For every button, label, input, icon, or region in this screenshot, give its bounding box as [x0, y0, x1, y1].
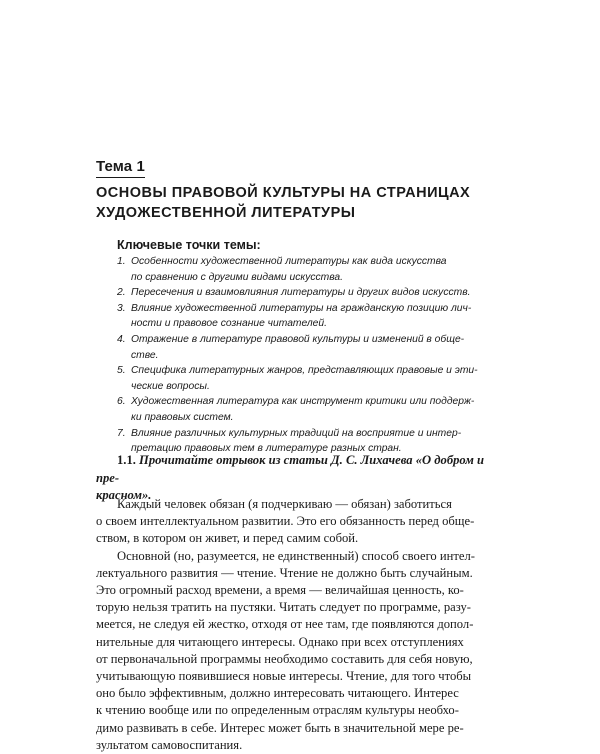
key-point-number: 1.	[117, 256, 126, 267]
key-point-number: 2.	[117, 287, 126, 299]
key-point-number: 5.	[117, 365, 126, 377]
key-point-number: 7.	[117, 427, 126, 439]
key-point-item	[117, 332, 506, 363]
key-point-number: 4.	[117, 333, 126, 345]
topic-title-line-2: ХУДОЖЕСТВЕННОЙ ЛИТЕРАТУРЫ	[96, 205, 356, 221]
key-point-text: Влияние художественной литературы на гражданскую позицию лич- ности и правовое сознание читателей.	[131, 302, 472, 330]
key-point-text: Отражение в литературе правовой культуры и изменений в обще- стве.	[131, 333, 465, 361]
book-page	[96, 0, 506, 750]
excerpt-paragraph: Каждый человек обязан (я подчеркиваю — обязан) заботиться о своем интеллектуальном развитии. Это его обязанность перед обще- ством, в котором он живет, и перед самим собой.	[96, 497, 475, 546]
key-point-item	[117, 363, 506, 394]
key-point-text: Влияние различных культурных традиций на восприятие и интер- претацию правовых тем в литературе разных стран.	[131, 427, 462, 455]
key-point-text: Пересечения и взаимовлияния литературы и других видов искусств.	[131, 287, 471, 299]
topic-title	[96, 183, 506, 223]
key-point-item	[117, 301, 506, 332]
key-point-text: Художественная литература как инструмент критики или поддерж- ки правовых систем.	[131, 396, 475, 423]
excerpt-text	[96, 492, 506, 754]
key-points-list	[117, 254, 506, 457]
key-point-text: Специфика литературных жанров, представляющих правовые и эти- ческие вопросы.	[131, 365, 478, 392]
task-text: Прочитайте отрывок из статьи Д. С. Лихачева «О добром и пре- красном».	[96, 453, 485, 502]
key-point-number: 3.	[117, 302, 126, 314]
task-number: 1.1.	[117, 453, 136, 467]
key-points-heading: Ключевые точки темы:	[117, 238, 261, 252]
key-point-item	[117, 254, 506, 285]
topic-label: Тема 1	[96, 158, 145, 178]
topic-title-line-1: ОСНОВЫ ПРАВОВОЙ КУЛЬТУРЫ НА СТРАНИЦАХ	[96, 185, 471, 201]
key-point-item	[117, 285, 506, 301]
key-point-item	[117, 394, 506, 425]
excerpt-paragraph: Основной (но, разумеется, не единственный) способ своего интел- лектуального развития — чтение. Чтение не должно быть случайным. Это огромный расход времени, а время — величайшая ценность, ко- торую нельзя тратить на пустяки. Читать следует по программе, разу- меется, не следуя ей жестко, отходя от нее там, где появляются допол- нительные для читающего интересы. Однако при всех отступлениях от первоначальной программы необходимо составить для себя новую, учитывающую появившиеся новые интересы. Чтение, для того чтобы оно было эффективным, должно интересовать читающего. Интерес к чтению вообще или по определенным отраслям культуры необхо- димо развивать в себе. Интерес может быть в значительной мере ре- зультатом самовоспитания.	[96, 548, 475, 752]
key-point-number: 6.	[117, 396, 126, 408]
key-point-text: Особенности художественной литературы как вида искусства по сравнению с другими видами искусства.	[131, 256, 447, 283]
